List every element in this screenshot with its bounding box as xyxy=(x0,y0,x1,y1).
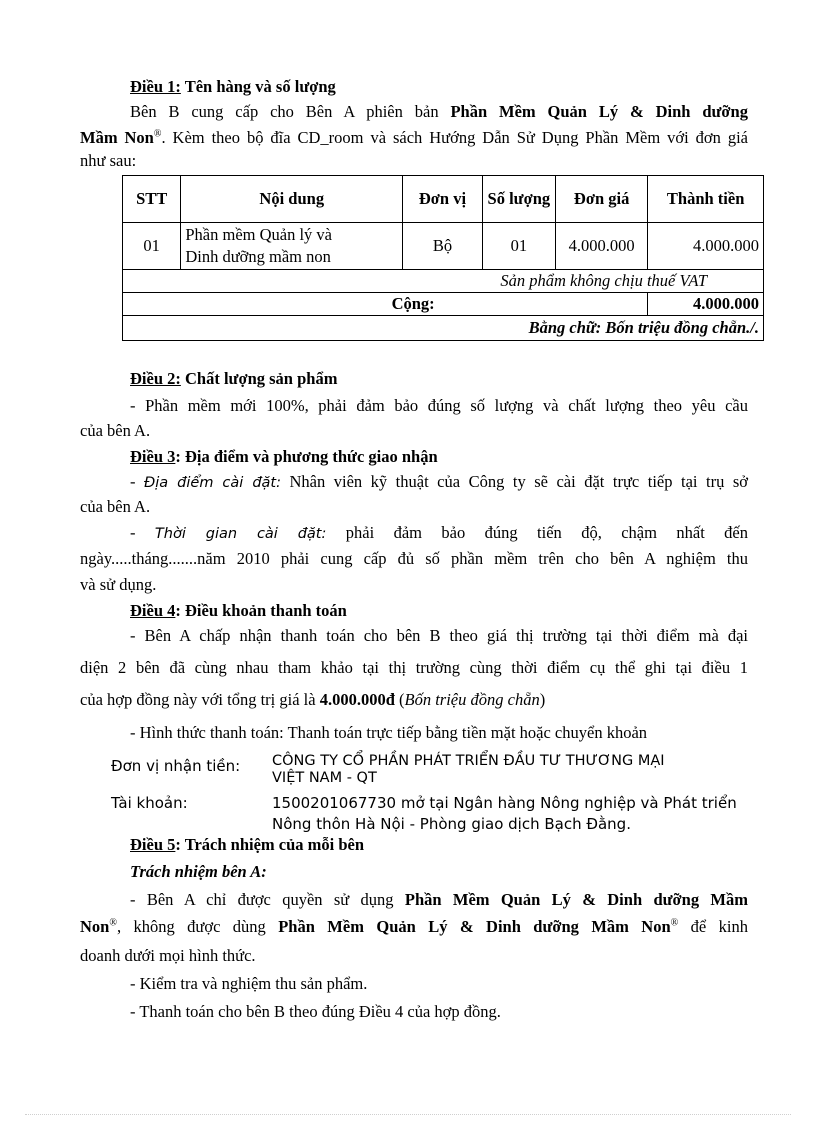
cell-unit-price: 4.000.000 xyxy=(555,223,647,270)
time-text: phải đảm bảo đúng tiến độ, chậm nhất đến xyxy=(326,523,749,542)
article-1-line-3: như sau: xyxy=(80,151,137,170)
table-header-row xyxy=(123,176,764,223)
article-1-line-1 xyxy=(130,101,748,123)
amount-in-words: Bằng chữ: Bốn triệu đồng chẵn./. xyxy=(528,318,759,337)
sum-label: Cộng: xyxy=(123,293,648,316)
product-name-end: Non xyxy=(80,917,110,936)
article-4-number: Điều 4 xyxy=(130,601,176,620)
header-total: Thành tiền xyxy=(648,176,764,223)
total-value: 4.000.000đ xyxy=(319,690,395,709)
paren-close: ) xyxy=(539,690,546,709)
account-line-1: 1500201067730 mở tại Ngân hàng Nông nghiệp và Phát triển xyxy=(272,794,737,812)
product-name: Phần Mềm Quản Lý & Dinh dưỡng xyxy=(450,102,748,121)
cell-quantity: 01 xyxy=(482,223,555,270)
in-words-cell xyxy=(123,316,764,341)
cell-total: 4.000.000 xyxy=(648,223,764,270)
article-3-time xyxy=(130,522,748,545)
registered-mark-2: ® xyxy=(670,917,679,929)
in-words-row xyxy=(123,316,764,341)
article-4-line-2: diện 2 bên đã cùng nhau tham khảo tại thị trường cùng thời điểm cụ thể ghi tại điều 1 xyxy=(80,658,748,677)
page-footer-divider xyxy=(25,1114,791,1115)
cell-content xyxy=(181,223,403,270)
article-3-location-line-2: của bên A. xyxy=(80,497,151,516)
payee-name-line-2: VIỆT NAM - QT xyxy=(272,770,377,786)
header-content: Nội dung xyxy=(181,176,403,223)
cell-content-line-1: Phần mềm Quản lý và xyxy=(185,225,332,244)
sum-row xyxy=(123,293,764,316)
header-unit-price: Đơn giá xyxy=(555,176,647,223)
article-1-line-2 xyxy=(80,127,748,149)
article-5-subheading: Trách nhiệm bên A: xyxy=(130,862,267,881)
article-2-line-1: - Phần mềm mới 100%, phải đảm bảo đúng số lượng và chất lượng theo yêu cầu xyxy=(130,396,748,415)
product-name-2: Phần Mềm Quản Lý & Dinh dưỡng Mầm Non xyxy=(278,917,671,936)
total-value-words: Bốn triệu đồng chẵn xyxy=(404,690,540,709)
article-5-line-5: - Thanh toán cho bên B theo đúng Điều 4 của hợp đồng. xyxy=(130,1002,501,1021)
table-row xyxy=(123,223,764,270)
vat-note-cell xyxy=(123,270,764,293)
article-4-line-3 xyxy=(80,689,545,711)
vat-note-row xyxy=(123,270,764,293)
article-5-line-3: doanh dưới mọi hình thức. xyxy=(80,946,256,965)
article-5-text-2: , không được dùng xyxy=(116,917,279,936)
location-text: Nhân viên kỹ thuật của Công ty sẽ cài đặt trực tiếp tại trụ sở xyxy=(280,472,748,491)
article-4-line-1: - Bên A chấp nhận thanh toán cho bên B theo giá thị trường tại thời điểm mà đại xyxy=(130,626,748,645)
cell-stt: 01 xyxy=(123,223,181,270)
cell-unit: Bộ xyxy=(403,223,483,270)
article-1-text: Bên B cung cấp cho Bên A phiên bản xyxy=(130,102,451,121)
article-2-line-2: của bên A. xyxy=(80,421,151,440)
article-5-line-4: - Kiểm tra và nghiệm thu sản phẩm. xyxy=(130,974,368,993)
article-5-number: Điều 5 xyxy=(130,835,176,854)
header-unit: Đơn vị xyxy=(403,176,483,223)
article-1-text-2: . Kèm theo bộ đĩa CD_room và sách Hướng Dẫn Sử Dụng Phần Mềm với đơn giá xyxy=(161,128,748,147)
article-5-heading xyxy=(130,834,364,856)
article-4-heading xyxy=(130,600,347,622)
payee-label: Đơn vị nhận tiền: xyxy=(111,757,241,775)
article-5-line-2 xyxy=(80,916,748,938)
article-2-number: Điều 2: xyxy=(130,369,181,388)
article-5-text: - Bên A chỉ được quyền sử dụng xyxy=(130,890,405,909)
header-quantity: Số lượng xyxy=(482,176,555,223)
sum-value: 4.000.000 xyxy=(648,293,764,316)
paren-open: ( xyxy=(394,690,405,709)
payee-name-line-1: CÔNG TY CỔ PHẦN PHÁT TRIỂN ĐẦU TƯ THƯƠNG MẠI xyxy=(272,753,665,769)
article-5-title: : Trách nhiệm của mỗi bên xyxy=(175,835,365,854)
account-label: Tài khoản: xyxy=(111,794,188,812)
total-value-text: của hợp đồng này với tổng trị giá là xyxy=(80,690,320,709)
article-3-time-line-3: và sử dụng. xyxy=(80,575,157,594)
article-2-title: Chất lượng sản phẩm xyxy=(180,369,338,388)
product-name: Phần Mềm Quản Lý & Dinh dưỡng Mầm xyxy=(404,890,748,909)
article-5-text-3: để kinh xyxy=(678,917,748,936)
article-2-heading xyxy=(130,368,337,390)
article-3-time-line-2: ngày.....tháng.......năm 2010 phải cung cấp đủ số phần mềm trên cho bên A nghiệm thu xyxy=(80,549,748,568)
bullet: - xyxy=(130,523,155,542)
article-1-heading xyxy=(130,76,336,98)
article-5-line-1 xyxy=(130,889,748,911)
registered-mark: ® xyxy=(153,128,162,140)
location-label: Địa điểm cài đặt: xyxy=(144,475,281,491)
items-table xyxy=(122,175,764,341)
time-label: Thời gian cài đặt: xyxy=(154,526,327,542)
article-1-number: Điều 1: xyxy=(130,77,181,96)
cell-content-line-2: Dinh dưỡng mầm non xyxy=(185,247,331,266)
product-name-end: Mầm Non xyxy=(80,128,154,147)
article-1-title: Tên hàng và số lượng xyxy=(180,77,336,96)
registered-mark: ® xyxy=(109,917,117,929)
article-4-payment-method: - Hình thức thanh toán: Thanh toán trực tiếp bằng tiền mặt hoặc chuyển khoản xyxy=(130,723,648,742)
header-stt: STT xyxy=(123,176,181,223)
article-4-title: : Điều khoản thanh toán xyxy=(175,601,347,620)
account-line-2: Nông thôn Hà Nội - Phòng giao dịch Bạch Đằng. xyxy=(272,815,631,833)
article-3-location xyxy=(130,471,748,494)
article-3-heading xyxy=(130,446,438,468)
article-3-number: Điều 3 xyxy=(130,447,176,466)
article-3-title: : Địa điểm và phương thức giao nhận xyxy=(175,447,438,466)
bullet: - xyxy=(130,472,145,491)
vat-note: Sản phẩm không chịu thuế VAT xyxy=(500,271,707,290)
